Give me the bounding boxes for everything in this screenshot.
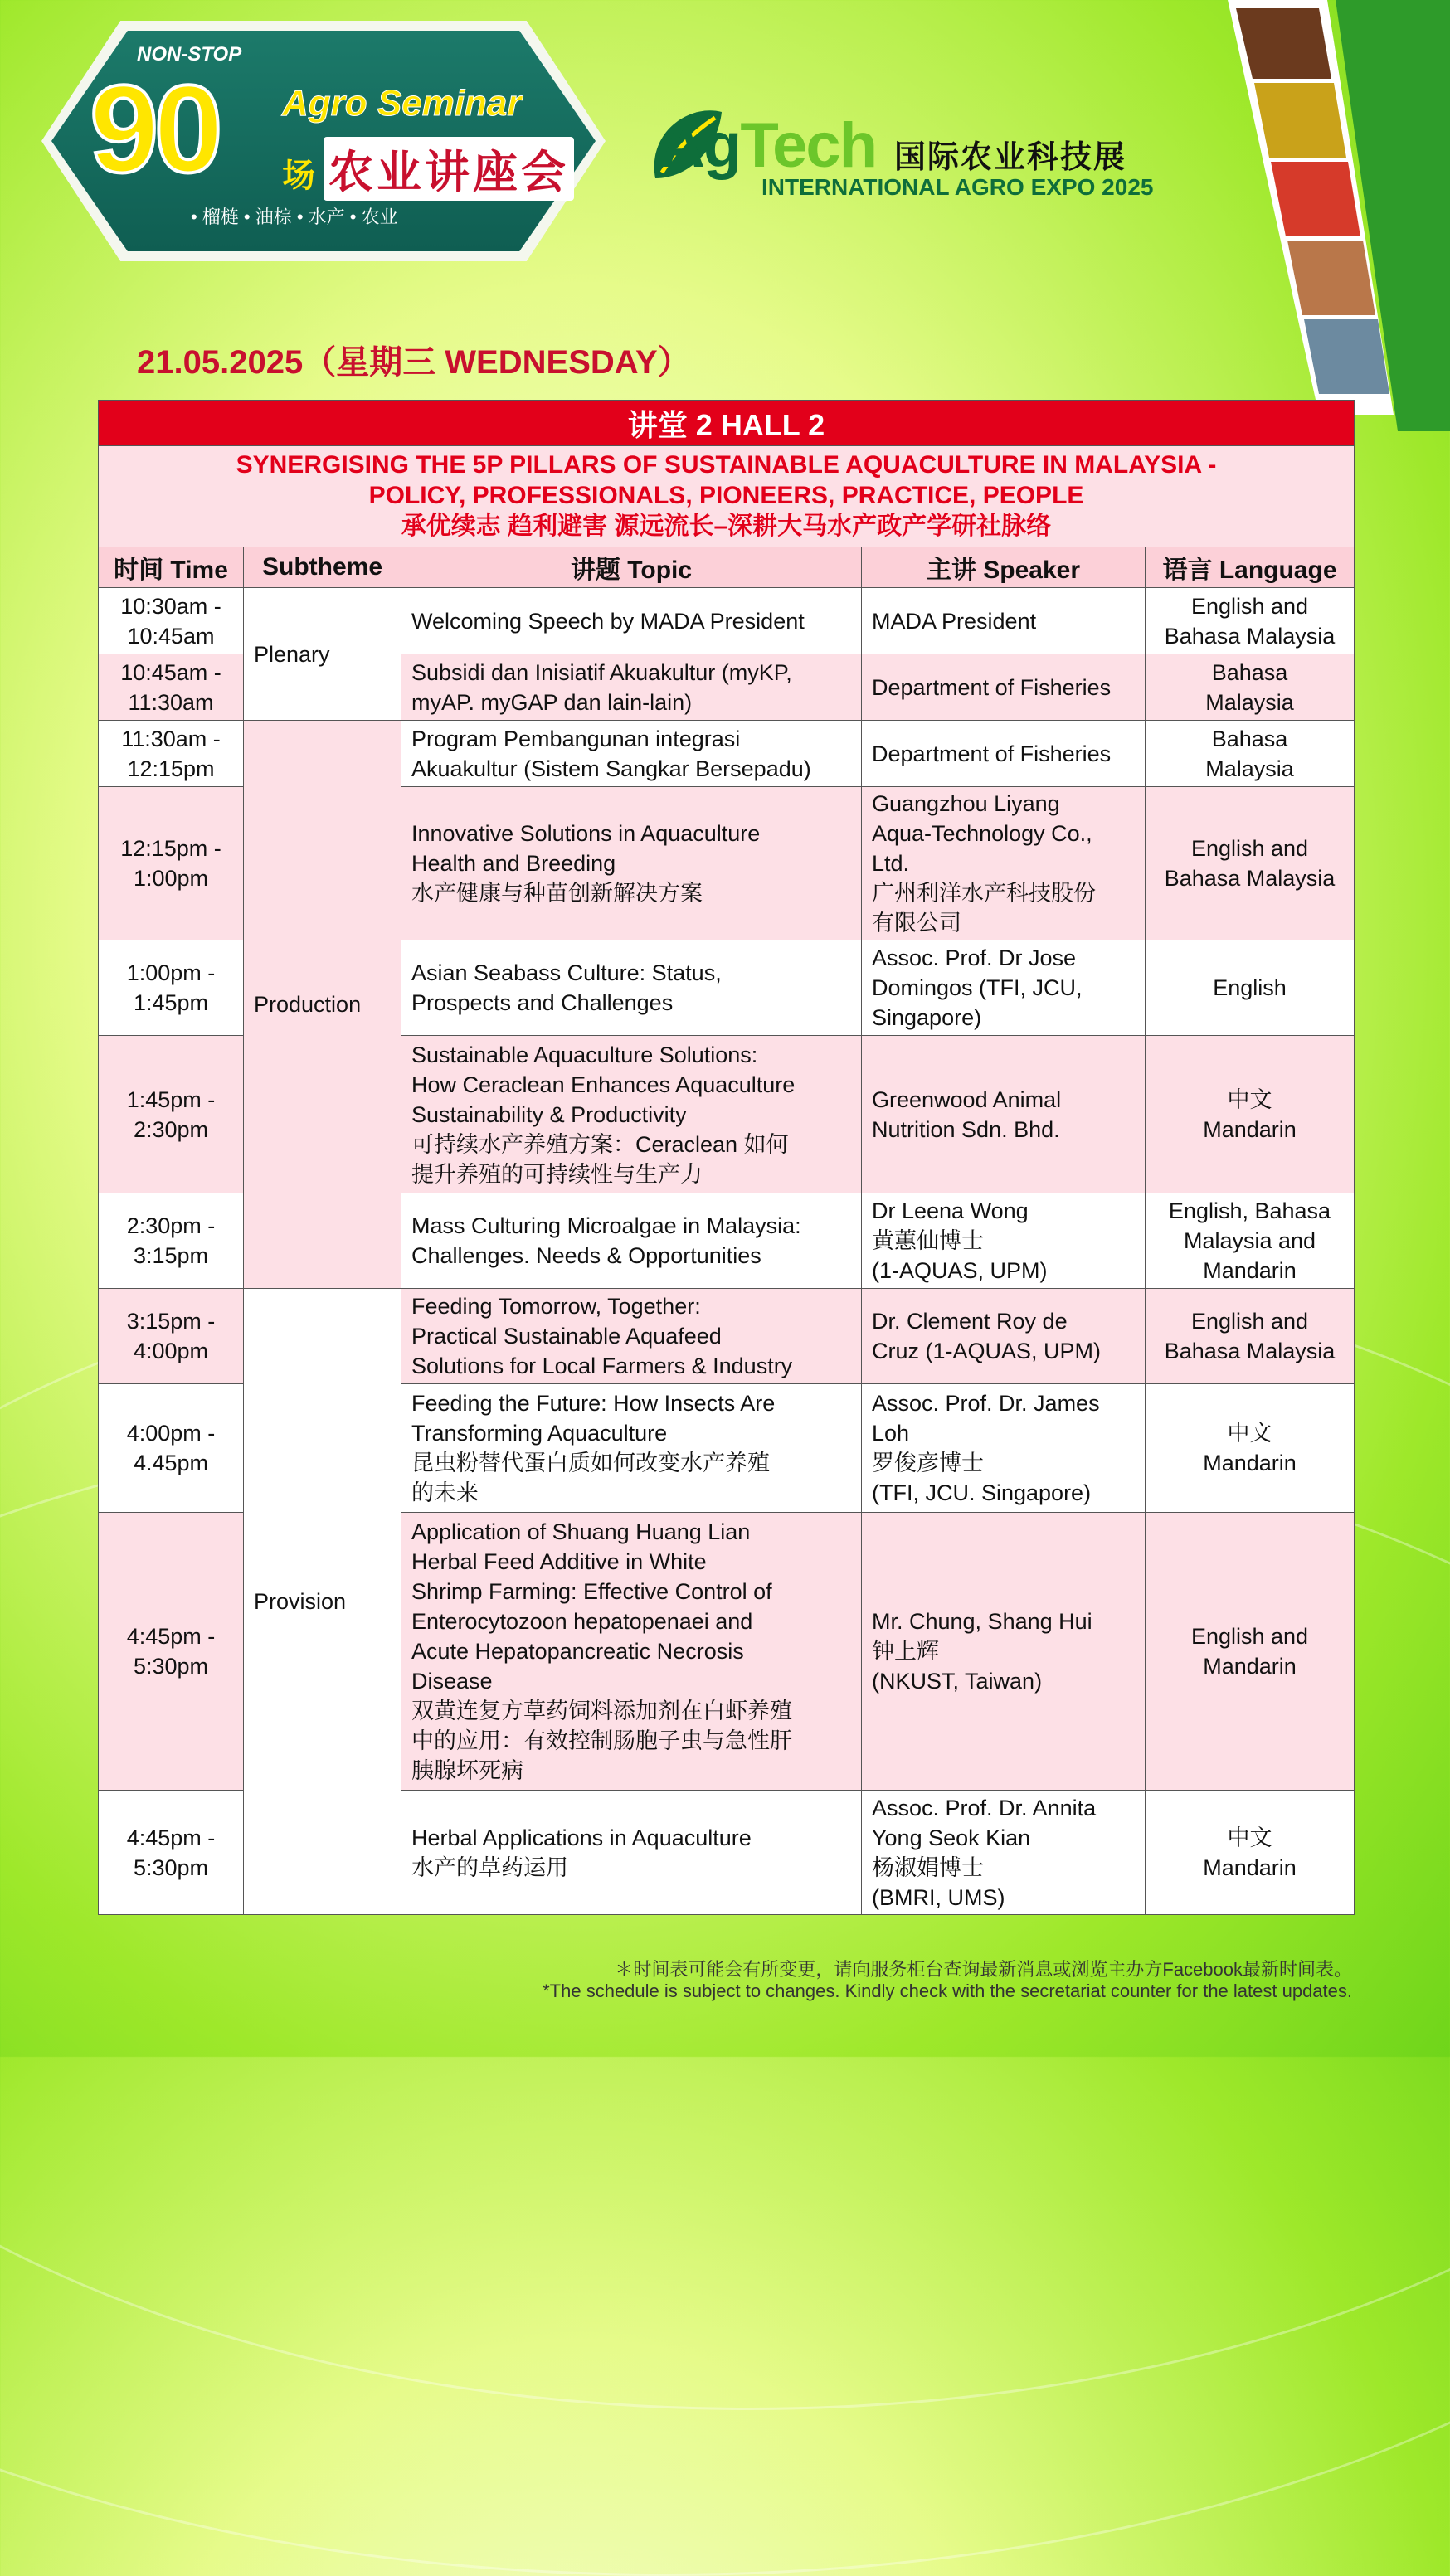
time-cell-line: 2:30pm -: [126, 1213, 216, 1238]
subtheme-cell: Production: [244, 721, 401, 1289]
agtech-tech: Tech: [740, 110, 877, 181]
language-cell-line: Mandarin: [1203, 1258, 1297, 1283]
speaker-cell-line: 有限公司: [872, 911, 961, 936]
speaker-cell: [862, 1289, 1146, 1384]
time-cell-line: 10:45am: [127, 623, 215, 649]
time-cell-line: 4:45pm -: [126, 1624, 216, 1649]
time-cell: [99, 721, 244, 787]
language-cell: [1146, 1036, 1355, 1193]
table-row: [99, 721, 1355, 787]
speaker-cell-line: 罗俊彦博士: [872, 1451, 984, 1475]
speaker-cell-line: Singapore): [872, 1005, 982, 1030]
time-cell: [99, 1289, 244, 1384]
agtech-ag: Ag: [659, 110, 741, 181]
language-cell-line: Mandarin: [1203, 1116, 1297, 1142]
speaker-cell-line: Dr Leena Wong: [872, 1198, 1029, 1223]
language-cell-line: 中文: [1227, 1086, 1272, 1112]
time-cell-line: 12:15pm: [127, 756, 215, 781]
topic-cell-line: Herbal Feed Additive in White: [411, 1549, 707, 1574]
language-cell-line: 中文: [1227, 1825, 1272, 1850]
topic-cell-line: How Ceraclean Enhances Aquaculture: [411, 1072, 796, 1097]
topic-cell: [401, 1384, 862, 1513]
topic-cell-line: Welcoming Speech by MADA President: [411, 608, 805, 634]
speaker-cell-line: Loh: [872, 1421, 910, 1446]
topic-cell-line: 水产的草药运用: [411, 1854, 568, 1880]
agro-seminar-label: Agro Seminar: [282, 83, 522, 124]
topic-cell: [401, 1791, 862, 1915]
topic-cell-line: Shrimp Farming: Effective Control of: [411, 1579, 772, 1604]
language-cell-line: Mandarin: [1203, 1854, 1297, 1880]
language-cell: [1146, 940, 1355, 1036]
speaker-cell-line: Department of Fisheries: [872, 674, 1112, 700]
agtech-wordmark: [659, 109, 876, 182]
speaker-cell-line: Ltd.: [872, 851, 910, 876]
time-cell-line: 11:30am: [128, 689, 214, 715]
theme-line-3: 承优续志 趋利避害 源远流长–深耕大马水产政产学研社脉络: [401, 513, 1052, 540]
badge-subtitle: • 榴梿 • 油棕 • 水产 • 农业: [191, 207, 398, 227]
speaker-cell: [862, 1513, 1146, 1791]
time-cell: [99, 1384, 244, 1513]
time-cell: [99, 588, 244, 654]
language-cell-line: English and: [1190, 836, 1309, 861]
time-cell: [99, 1791, 244, 1915]
topic-cell-line: Sustainability & Productivity: [411, 1101, 687, 1127]
speaker-cell-line: 杨淑娟博士: [872, 1854, 984, 1880]
speaker-cell: [862, 940, 1146, 1036]
time-cell-line: 1:00pm -: [126, 960, 216, 985]
topic-cell: [401, 1193, 862, 1289]
theme-cell: [99, 446, 1355, 547]
language-cell-line: English, Bahasa: [1168, 1198, 1331, 1223]
topic-cell-line: 双黄连复方草药饲料添加剂在白虾养殖: [411, 1699, 792, 1723]
language-cell-line: 中文: [1227, 1421, 1272, 1446]
time-cell-line: 3:15pm: [133, 1243, 209, 1268]
col-topic: 讲题 Topic: [401, 547, 862, 588]
speaker-cell-line: Assoc. Prof. Dr Jose: [872, 945, 1077, 970]
language-cell: [1146, 1791, 1355, 1915]
topic-cell-line: 提升养殖的可持续性与生产力: [411, 1161, 703, 1187]
time-cell: [99, 654, 244, 721]
hall-title: 讲堂 2 HALL 2: [99, 401, 1355, 446]
time-cell-line: 4:00pm -: [126, 1421, 216, 1446]
hall-header-row: [99, 401, 1355, 446]
speaker-cell-line: Yong Seok Kian: [872, 1825, 1031, 1850]
language-cell-line: Mandarin: [1203, 1451, 1297, 1475]
speaker-cell-line: Mr. Chung, Shang Hui: [872, 1609, 1092, 1634]
topic-cell: [401, 1289, 862, 1384]
chang-label: 场: [282, 158, 315, 194]
topic-cell: [401, 940, 862, 1036]
topic-cell-line: Feeding the Future: How Insects Are: [411, 1391, 776, 1416]
schedule-rows: [99, 588, 1355, 1915]
language-cell: [1146, 721, 1355, 787]
time-cell-line: 1:00pm: [133, 866, 209, 891]
topic-cell-line: Program Pembangunan integrasi: [411, 726, 741, 751]
topic-cell-line: 昆虫粉替代蛋白质如何改变水产养殖: [411, 1451, 770, 1475]
language-cell: [1146, 787, 1355, 940]
topic-cell-line: Sustainable Aquaculture Solutions:: [411, 1042, 758, 1067]
language-cell-line: English and: [1190, 1309, 1309, 1334]
language-cell-line: Bahasa: [1211, 659, 1288, 685]
speaker-cell-line: Nutrition Sdn. Bhd.: [872, 1116, 1060, 1142]
time-cell-line: 12:15pm -: [120, 836, 221, 861]
language-cell: [1146, 1384, 1355, 1513]
time-cell-line: 11:30am -: [121, 726, 221, 751]
produce-photo-strip: [1195, 0, 1450, 431]
speaker-cell-line: Assoc. Prof. Dr. James: [872, 1391, 1100, 1416]
table-row: [99, 1289, 1355, 1384]
speaker-cell: [862, 1384, 1146, 1513]
topic-cell-line: Enterocytozoon hepatopenaei and: [411, 1609, 753, 1634]
time-cell-line: 1:45pm -: [126, 1086, 216, 1112]
topic-cell-line: 水产健康与种苗创新解决方案: [411, 881, 703, 906]
speaker-cell: [862, 1791, 1146, 1915]
table-row: [99, 588, 1355, 654]
topic-cell: [401, 787, 862, 940]
topic-cell-line: Prospects and Challenges: [411, 990, 674, 1015]
footer-note-cn: ＊时间表可能会有所变更，请向服务柜台查询最新消息或浏览主办方Facebook最新时间表。: [615, 1959, 1352, 1980]
language-cell-line: Malaysia and: [1183, 1228, 1316, 1253]
language-cell: [1146, 1513, 1355, 1791]
language-cell: [1146, 588, 1355, 654]
schedule-table: [98, 400, 1355, 1915]
theme-row: [99, 446, 1355, 547]
topic-cell-line: Solutions for Local Farmers & Industry: [411, 1354, 793, 1378]
time-cell: [99, 1513, 244, 1791]
speaker-cell: [862, 654, 1146, 721]
speaker-cell: [862, 1036, 1146, 1193]
topic-cell-line: 的未来: [411, 1480, 479, 1505]
topic-cell-line: Subsidi dan Inisiatif Akuakultur (myKP,: [411, 659, 792, 685]
speaker-cell-line: Greenwood Animal: [872, 1086, 1062, 1112]
speaker-cell-line: Assoc. Prof. Dr. Annita: [872, 1795, 1097, 1820]
time-cell: [99, 787, 244, 940]
topic-cell-line: Akuakultur (Sistem Sangkar Bersepadu): [411, 756, 811, 781]
col-subtheme: Subtheme: [244, 547, 401, 588]
topic-cell-line: Disease: [411, 1669, 493, 1694]
topic-cell-line: Herbal Applications in Aquaculture: [411, 1825, 752, 1850]
time-cell-line: 5:30pm: [133, 1854, 209, 1880]
col-speaker: 主讲 Speaker: [862, 547, 1146, 588]
language-cell: [1146, 1289, 1355, 1384]
speaker-cell-line: 广州利洋水产科技股份: [872, 881, 1096, 906]
speaker-cell-line: Cruz (1-AQUAS, UPM): [872, 1339, 1102, 1363]
topic-cell: [401, 654, 862, 721]
column-header-row: [99, 547, 1355, 588]
language-cell-line: Bahasa: [1211, 726, 1288, 751]
language-cell-line: Mandarin: [1203, 1654, 1297, 1679]
topic-cell-line: Mass Culturing Microalgae in Malaysia:: [411, 1213, 801, 1238]
topic-cell-line: Acute Hepatopancreatic Necrosis: [411, 1639, 744, 1664]
topic-cell-line: myAP. myGAP dan lain-lain): [411, 689, 693, 715]
speaker-cell: [862, 787, 1146, 940]
topic-cell-line: 可持续水产养殖方案：Ceraclean 如何: [411, 1131, 789, 1157]
time-cell-line: 4:00pm: [133, 1339, 209, 1363]
language-cell-line: Malaysia: [1205, 756, 1294, 781]
speaker-cell-line: MADA President: [872, 608, 1037, 634]
language-cell: [1146, 1193, 1355, 1289]
time-cell-line: 4:45pm -: [126, 1825, 216, 1850]
agtech-cn-title: 国际农业科技展: [894, 140, 1127, 175]
subtheme-cell: Provision: [244, 1289, 401, 1915]
theme-line-1: SYNERGISING THE 5P PILLARS OF SUSTAINABLE AQUACULTURE IN MALAYSIA -: [236, 451, 1217, 479]
speaker-cell-line: Dr. Clement Roy de: [872, 1309, 1068, 1334]
time-cell-line: 3:15pm -: [126, 1309, 216, 1334]
event-date: 21.05.2025（星期三 WEDNESDAY）: [137, 344, 691, 381]
topic-cell-line: 中的应用：有效控制肠胞子虫与急性肝: [411, 1728, 792, 1753]
time-cell-line: 5:30pm: [133, 1654, 209, 1679]
speaker-cell-line: Department of Fisheries: [872, 741, 1112, 766]
time-cell-line: 2:30pm: [133, 1116, 209, 1142]
language-cell-line: Malaysia: [1205, 689, 1294, 715]
topic-cell-line: Health and Breeding: [411, 851, 616, 876]
topic-cell-line: Challenges. Needs & Opportunities: [411, 1243, 761, 1268]
time-cell: [99, 1036, 244, 1193]
language-cell-line: English and: [1190, 1624, 1309, 1649]
seminar-cn-title: 农业讲座会: [324, 137, 574, 201]
language-cell-line: Bahasa Malaysia: [1164, 623, 1336, 649]
speaker-cell-line: Aqua-Technology Co.,: [872, 821, 1092, 846]
agtech-en-title: INTERNATIONAL AGRO EXPO 2025: [761, 174, 1154, 200]
language-cell-line: English and: [1190, 593, 1309, 619]
speaker-cell-line: Domingos (TFI, JCU,: [872, 975, 1083, 1000]
speaker-cell-line: 钟上辉: [872, 1639, 939, 1664]
language-cell-line: Bahasa Malaysia: [1164, 1339, 1336, 1363]
speaker-cell-line: (BMRI, UMS): [872, 1884, 1005, 1910]
topic-cell: [401, 1036, 862, 1193]
topic-cell: [401, 588, 862, 654]
topic-cell-line: Innovative Solutions in Aquaculture: [411, 821, 761, 846]
time-cell-line: 1:45pm: [133, 990, 209, 1015]
theme-line-2: POLICY, PROFESSIONALS, PIONEERS, PRACTICE, PEOPLE: [368, 482, 1084, 509]
speaker-cell-line: (NKUST, Taiwan): [872, 1669, 1043, 1694]
language-cell: [1146, 654, 1355, 721]
topic-cell-line: Practical Sustainable Aquafeed: [411, 1324, 722, 1349]
nonstop-label: NON-STOP: [137, 43, 242, 66]
time-cell-line: 10:30am -: [120, 593, 221, 619]
topic-cell-line: Asian Seabass Culture: Status,: [411, 960, 722, 985]
time-cell: [99, 940, 244, 1036]
subtheme-cell: Plenary: [244, 588, 401, 721]
topic-cell-line: Transforming Aquaculture: [411, 1421, 668, 1446]
footer-note-en: *The schedule is subject to changes. Kindly check with the secretariat counter for the latest updates.: [543, 1981, 1352, 2001]
col-language: 语言 Language: [1146, 547, 1355, 588]
seminar-count: 90: [90, 59, 218, 198]
speaker-cell: [862, 721, 1146, 787]
topic-cell: [401, 1513, 862, 1791]
col-time: 时间 Time: [99, 547, 244, 588]
topic-cell-line: Application of Shuang Huang Lian: [411, 1519, 751, 1544]
speaker-cell-line: Guangzhou Liyang: [872, 791, 1060, 816]
time-cell-line: 10:45am -: [120, 659, 221, 685]
speaker-cell-line: (TFI, JCU. Singapore): [872, 1480, 1092, 1505]
language-cell-line: Bahasa Malaysia: [1164, 866, 1336, 891]
topic-cell-line: Feeding Tomorrow, Together:: [411, 1294, 701, 1319]
speaker-cell: [862, 588, 1146, 654]
topic-cell-line: 胰腺坏死病: [411, 1758, 523, 1783]
time-cell: [99, 1193, 244, 1289]
speaker-cell: [862, 1193, 1146, 1289]
topic-cell: [401, 721, 862, 787]
time-cell-line: 4.45pm: [133, 1451, 209, 1475]
speaker-cell-line: (1-AQUAS, UPM): [872, 1258, 1048, 1283]
language-cell-line: English: [1213, 975, 1287, 1000]
speaker-cell-line: 黄蕙仙博士: [872, 1228, 984, 1253]
